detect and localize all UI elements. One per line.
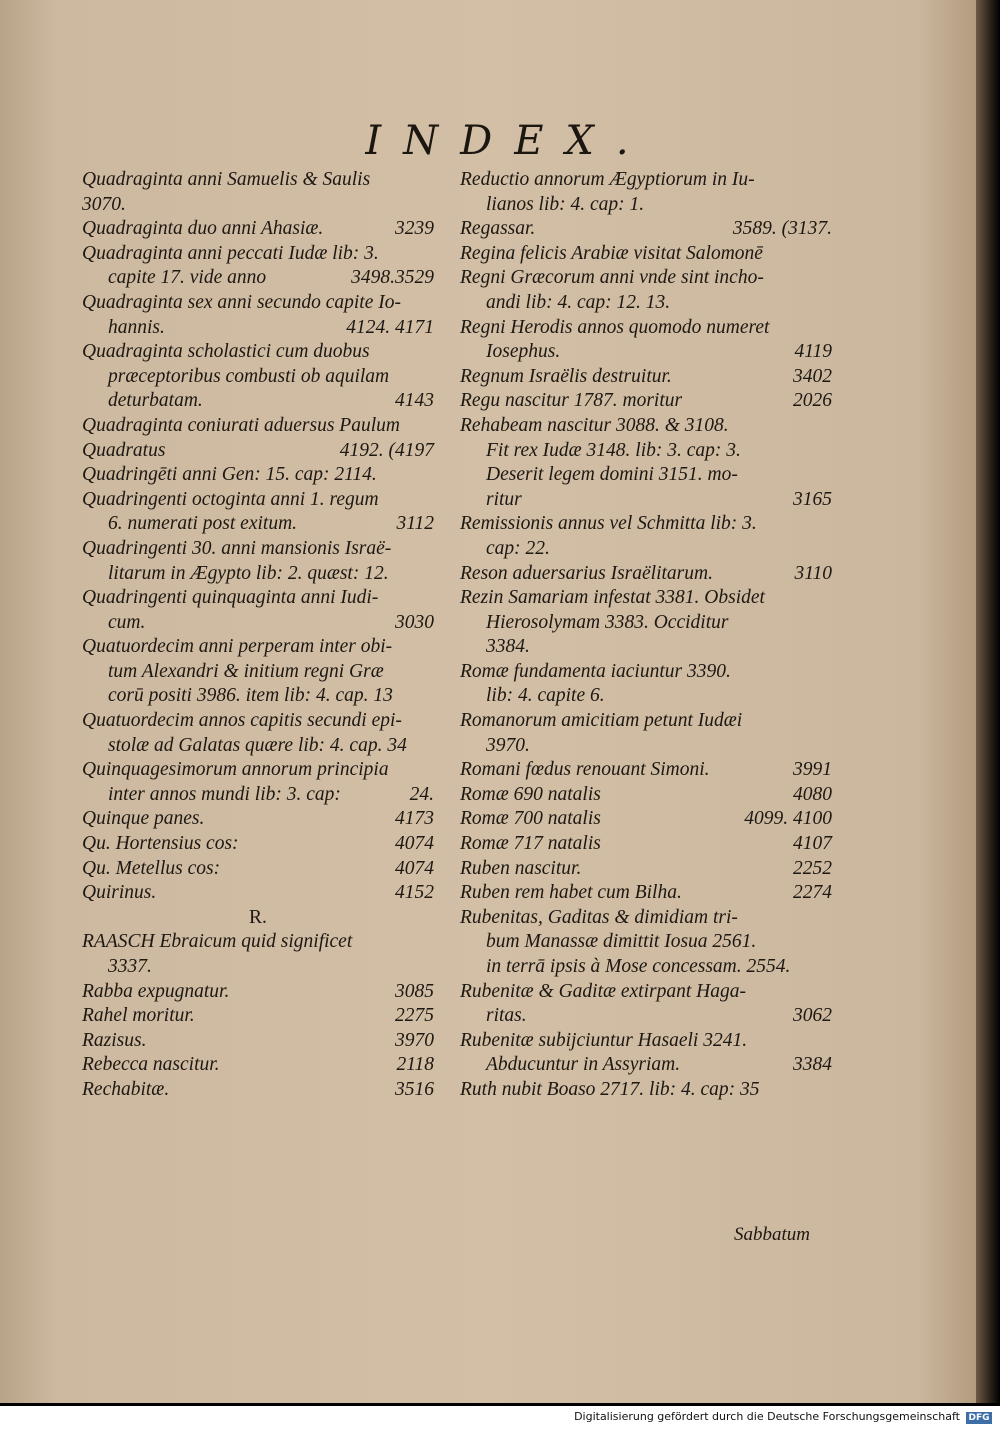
index-entry [460,611,832,636]
index-entry [460,266,832,291]
entry-text: stolæ ad Galatas quære lib: 4. cap. 34 [108,734,407,756]
index-entry [82,340,434,365]
index-entry [460,488,832,513]
index-entry [82,562,434,587]
index-entry [460,1004,832,1029]
index-entry [460,586,832,611]
entry-text: Rebecca nascitur. [82,1054,220,1076]
index-entry [460,217,832,242]
entry-text: Quatuordecim anni perperam inter obi- [82,636,393,658]
entry-text: Iosephus. [486,341,561,363]
entry-year: 4143 [395,390,434,412]
entry-text: Reson aduersarius Israëlitarum. [460,562,713,584]
entry-text: Ruth nubit Boaso 2717. lib: 4. cap: 35 [460,1078,760,1100]
entry-text: Quadraginta duo anni Ahasiæ. [82,218,324,240]
index-entry [460,439,832,464]
entry-text: ritur [486,488,522,510]
entry-text: 3070. [82,193,126,215]
entry-text: Rezin Samariam infestat 3381. Obsidet [460,587,765,609]
entry-text: tum Alexandri & initium regni Græ [108,660,384,682]
entry-text: Reductio annorum Ægyptiorum in Iu- [460,169,755,190]
footer-bar [0,1406,1000,1431]
index-entry [460,168,832,193]
entry-text: Quadraginta sex anni secundo capite Io- [82,291,401,313]
index-entry [82,316,434,341]
entry-text: Remissionis annus vel Schmitta lib: 3. [460,513,757,535]
index-entry [460,242,832,267]
index-entry [82,1004,434,1029]
entry-text: Quirinus. [82,882,157,904]
entry-text: litarum in Ægypto lib: 2. quæst: 12. [108,562,389,584]
index-column-right [460,168,832,1103]
entry-year: 3165 [793,488,832,510]
index-entry [82,193,434,218]
index-entry [460,955,832,980]
entry-text: Quadraginta anni Samuelis & Saulis [82,169,371,190]
index-entry [460,1078,832,1103]
entry-year: 4074 [395,857,434,879]
entry-year: 4074 [395,833,434,855]
entry-text: ritas. [486,1005,527,1027]
index-entry [460,537,832,562]
entry-year: 4192. (4197 [339,439,434,461]
index-entry [82,635,434,660]
entry-text: Quinquagesimorum annorum principia [82,759,389,781]
entry-text: Ruben rem habet cum Bilha. [460,882,682,904]
index-entry [82,758,434,783]
entry-year: 4124. 4171 [346,316,434,338]
entry-year: 2026 [793,390,832,412]
index-entry [82,611,434,636]
entry-text: Rahel moritur. [82,1005,195,1027]
index-entry [82,930,434,955]
index-entry [460,930,832,955]
entry-year: 3112 [396,513,434,535]
index-entry [460,1029,832,1054]
entry-year: 3402 [793,365,832,387]
index-entry [82,955,434,980]
index-entry [460,881,832,906]
entry-text: Quadringenti quinquaginta anni Iudi- [82,587,379,609]
index-entry [82,488,434,513]
entry-text: lianos lib: 4. cap: 1. [486,193,645,215]
entry-year: 3498.3529 [351,267,434,289]
index-entry [82,857,434,882]
index-entry [82,586,434,611]
entry-year: 4099. 4100 [744,808,832,830]
index-entry [82,266,434,291]
index-entry [82,537,434,562]
entry-text: Quatuordecim annos capitis secundi epi- [82,710,402,732]
entry-text: Qu. Metellus cos: [82,857,221,879]
index-entry [460,635,832,660]
entry-text: Ruben nascitur. [460,857,582,879]
index-entry [82,660,434,685]
index-entry [460,857,832,882]
entry-text: Qu. Hortensius cos: [82,833,239,855]
index-entry [82,684,434,709]
entry-text: Abducuntur in Assyriam. [486,1054,681,1076]
entry-text: Rubenitæ subijciuntur Hasaeli 3241. [460,1029,748,1051]
entry-text: lib: 4. capite 6. [486,685,605,707]
index-entry [82,980,434,1005]
index-entry [82,1078,434,1103]
entry-text: Regnum Israëlis destruitur. [460,365,672,387]
page-title: INDEX. [365,118,651,164]
index-entry [82,389,434,414]
index-entry [82,783,434,808]
entry-year: 3384 [793,1054,832,1076]
entry-year: 3030 [395,611,434,633]
index-entry [460,709,832,734]
index-entry [82,439,434,464]
entry-year: 4152 [395,882,434,904]
catchword: Sabbatum [734,1224,810,1245]
index-entry [82,291,434,316]
index-entry [460,758,832,783]
index-entry [460,512,832,537]
entry-text: Quadringenti 30. anni mansionis Israë- [82,537,392,559]
index-entry [460,340,832,365]
entry-text: Rabba expugnatur. [82,980,230,1002]
index-entry [460,783,832,808]
funding-credit: Digitalisierung gefördert durch die Deutsche Forschungsgemeinschaft [574,1410,960,1423]
entry-text: RAASCH Ebraicum quid significet [82,931,353,953]
entry-text: Quadraginta anni peccati Iudæ lib: 3. [82,242,379,264]
entry-text: cap: 22. [486,537,550,559]
entry-year: 2275 [395,1005,434,1027]
entry-year: 3991 [793,759,832,781]
index-entry [82,734,434,759]
index-entry [460,660,832,685]
index-column-left [82,168,434,1103]
entry-text: Rehabeam nascitur 3088. & 3108. [460,414,729,436]
entry-text: corū positi 3986. item lib: 4. cap. 13 [108,685,393,707]
index-entry [460,684,832,709]
index-entry [82,881,434,906]
index-entry [460,807,832,832]
entry-text: Quinque panes. [82,808,205,830]
index-entry [460,291,832,316]
entry-year: 3062 [793,1005,832,1027]
entry-text: R. [249,906,267,928]
entry-text: Quadraginta scholastici cum duobus [82,341,370,363]
entry-text: deturbatam. [108,390,203,412]
entry-text: Razisus. [82,1029,147,1051]
entry-year: 2274 [793,882,832,904]
dfg-logo-icon: DFG [966,1412,992,1424]
entry-text: hannis. [108,316,165,338]
index-entry [82,807,434,832]
entry-text: Hierosolymam 3383. Occiditur [486,611,729,633]
index-entry [82,1053,434,1078]
index-entry [460,980,832,1005]
entry-year: 4173 [395,808,434,830]
index-entry [460,562,832,587]
entry-text: Rubenitas, Gaditas & dimidiam tri- [460,906,738,928]
entry-year: 3110 [794,562,832,584]
index-entry [460,193,832,218]
entry-text: Romæ fundamenta iaciuntur 3390. [460,660,731,682]
index-entry [82,217,434,242]
entry-text: Fit rex Iudæ 3148. lib: 3. cap: 3. [486,439,741,461]
entry-text: Quadratus [82,439,166,461]
entry-text: Regina felicis Arabiæ visitat Salomonē [460,242,763,264]
entry-text: andi lib: 4. cap: 12. 13. [486,291,671,313]
entry-year: 3970 [395,1029,434,1051]
entry-text: in terrā ipsis à Mose concessam. 2554. [486,956,791,977]
entry-year: 3516 [395,1078,434,1100]
entry-text: Romanorum amicitiam petunt Iudæi [460,710,743,732]
entry-year: 3589. (3137. [732,218,832,240]
entry-year: 2252 [793,857,832,879]
entry-text: Quadringenti octoginta anni 1. regum [82,488,379,510]
entry-year: 3085 [395,980,434,1002]
index-entry [82,414,434,439]
entry-text: Romæ 700 natalis [460,808,601,830]
entry-text: Regni Herodis annos quomodo numeret [460,316,770,338]
entry-text: capite 17. vide anno [108,267,267,289]
index-entry [82,832,434,857]
index-entry [460,906,832,931]
entry-text: Quadringēti anni Gen: 15. cap: 2114. [82,464,377,486]
index-entry [460,832,832,857]
entry-text: bum Manassæ dimittit Iosua 2561. [486,931,757,953]
entry-year: 4107 [793,833,832,855]
entry-text: Romani fœdus renouant Simoni. [460,759,710,781]
entry-text: Quadraginta coniurati aduersus Paulum [82,414,400,436]
entry-text: Deserit legem domini 3151. mo- [486,464,738,486]
index-entry [460,414,832,439]
entry-text: Regassar. [460,218,536,240]
entry-year: 4119 [794,341,832,363]
page-edge [976,0,1000,1403]
index-entry [460,316,832,341]
entry-text: inter annos mundi lib: 3. cap: [108,783,341,805]
index-entry [460,1053,832,1078]
entry-text: 3337. [108,956,152,977]
entry-year: 3239 [395,218,434,240]
index-entry [82,365,434,390]
entry-year: 4080 [793,783,832,805]
entry-text: cum. [108,611,146,633]
entry-text: Rubenitæ & Gaditæ extirpant Haga- [460,980,746,1002]
index-entry [82,906,434,931]
entry-text: Regu nascitur 1787. moritur [460,390,683,412]
entry-text: Romæ 690 natalis [460,783,601,805]
index-entry [460,389,832,414]
index-entry [460,463,832,488]
index-entry [82,168,434,193]
index-entry [82,512,434,537]
index-entry [82,242,434,267]
index-entry [460,365,832,390]
entry-text: Rechabitæ. [82,1078,170,1100]
index-entry [460,734,832,759]
entry-text: præceptoribus combusti ob aquilam [108,365,390,387]
entry-text: Romæ 717 natalis [460,833,601,855]
index-entry [82,463,434,488]
index-entry [82,709,434,734]
index-entry [82,1029,434,1054]
entry-year: 2118 [396,1054,434,1076]
entry-text: 6. numerati post exitum. [108,513,298,535]
entry-year: 24. [409,783,434,805]
entry-text: Regni Græcorum anni vnde sint incho- [460,267,764,289]
entry-text: 3970. [486,734,530,756]
entry-text: 3384. [486,636,530,658]
